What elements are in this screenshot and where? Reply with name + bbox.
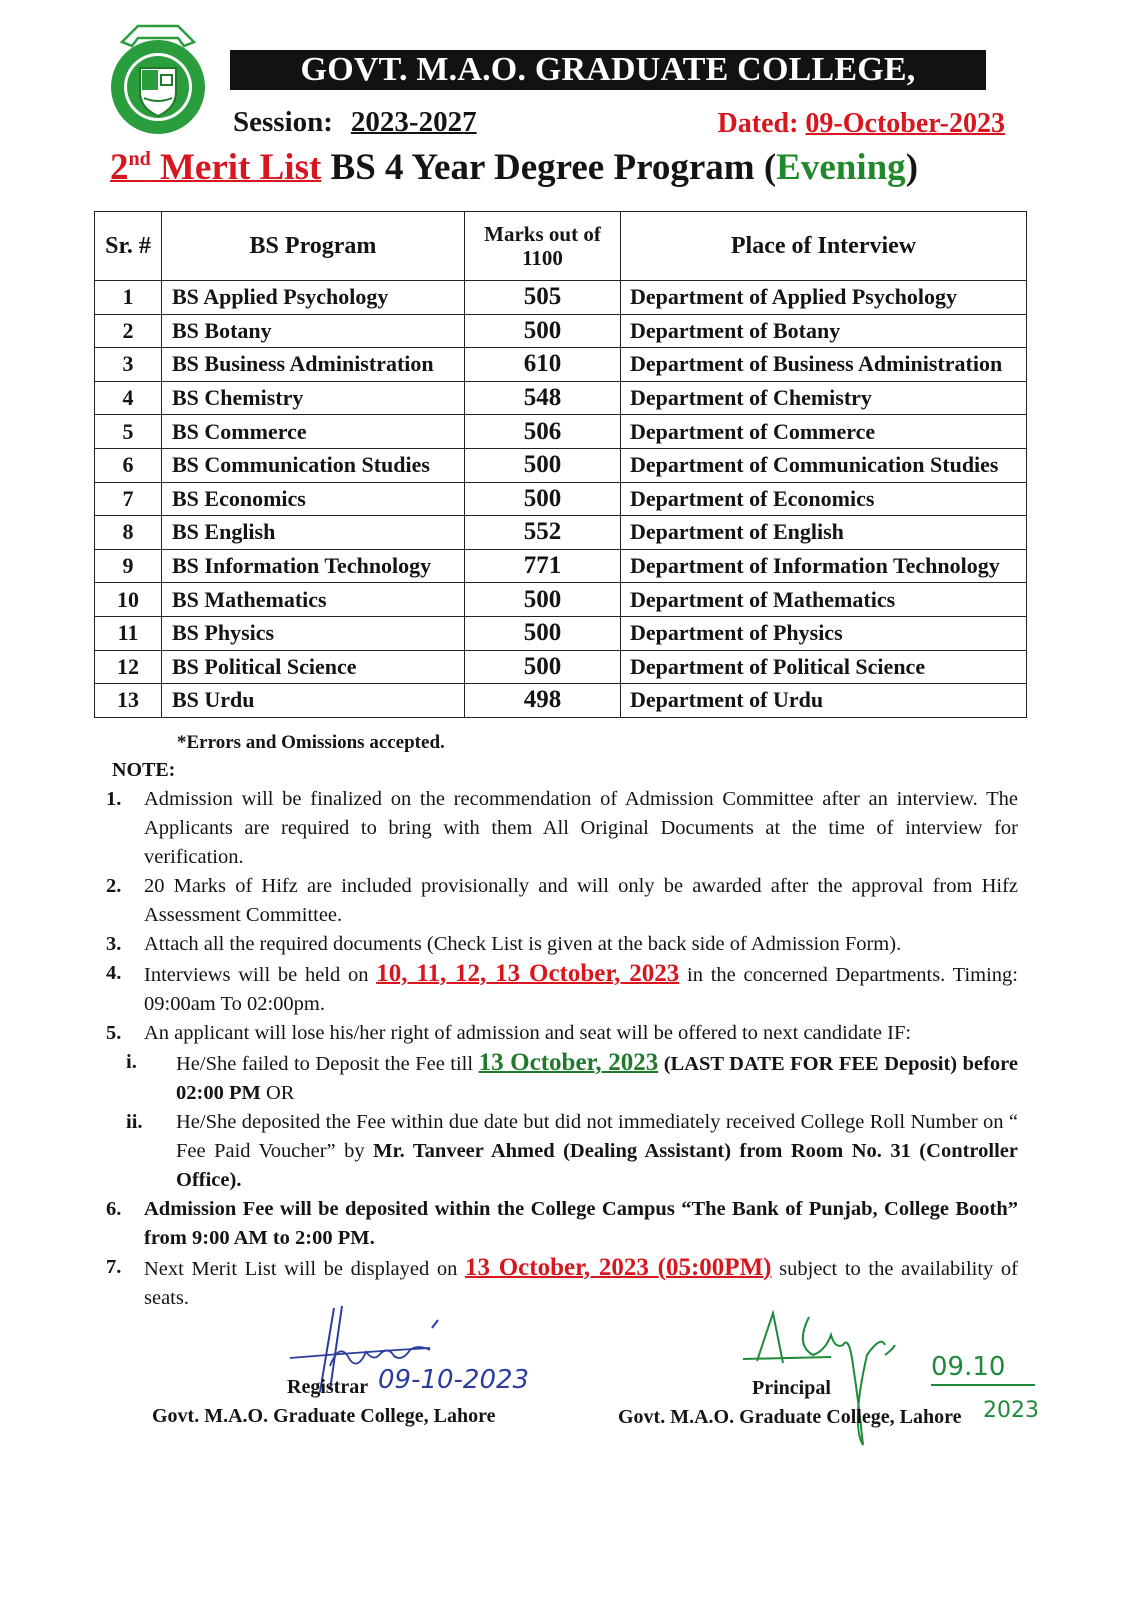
- sr-cell: 11: [95, 616, 162, 650]
- program-cell: BS English: [162, 516, 465, 550]
- dated-value: 09-October-2023: [805, 108, 1005, 139]
- note-5-i: i. He/She failed to Deposit the Fee till 13 October, 2023 (LAST DATE FOR FEE Deposit) before 02:00 PM OR: [126, 1049, 1018, 1104]
- session-info: [233, 106, 477, 139]
- col-marks: Marks out of 1100: [465, 212, 621, 281]
- program-cell: BS Information Technology: [162, 549, 465, 583]
- session-label: Session:: [233, 106, 333, 138]
- table-row: [95, 516, 1027, 550]
- place-cell: Department of English: [621, 516, 1027, 550]
- marks-cell: 498: [465, 684, 621, 718]
- table-row: [95, 381, 1027, 415]
- interview-dates: 10, 11, 12, 13 October, 2023: [376, 960, 680, 987]
- table-header-row: [95, 212, 1027, 281]
- page-title: 2nd Merit List BS 4 Year Degree Program (Evening): [110, 147, 919, 188]
- place-cell: Department of Economics: [621, 482, 1027, 516]
- place-cell: Department of Physics: [621, 616, 1027, 650]
- marks-cell: 500: [465, 650, 621, 684]
- marks-cell: 500: [465, 482, 621, 516]
- place-cell: Department of Communication Studies: [621, 448, 1027, 482]
- program-cell: BS Urdu: [162, 684, 465, 718]
- sr-cell: 3: [95, 348, 162, 382]
- note-6: 6. Admission Fee will be deposited within the College Campus “The Bank of Punjab, College Booth” from 9:00 AM to 2:00 PM.: [106, 1198, 1018, 1249]
- svg-text:09.10: 09.10: [931, 1352, 1006, 1382]
- place-cell: Department of Political Science: [621, 650, 1027, 684]
- table-row: [95, 684, 1027, 718]
- place-cell: Department of Information Technology: [621, 549, 1027, 583]
- marks-cell: 610: [465, 348, 621, 382]
- note-5-ii: ii. He/She deposited the Fee within due date but did not immediately received College Roll Number on “ Fee Paid Voucher” by Mr. Tanveer Ahmed (Dealing Assistant) from Room No. 31 (Controller Office).: [126, 1111, 1018, 1191]
- place-cell: Department of Urdu: [621, 684, 1027, 718]
- program-cell: BS Mathematics: [162, 583, 465, 617]
- place-cell: Department of Mathematics: [621, 583, 1027, 617]
- note-3: 3. Attach all the required documents (Check List is given at the back side of Admission Form).: [106, 933, 902, 955]
- program-cell: BS Physics: [162, 616, 465, 650]
- sr-cell: 6: [95, 448, 162, 482]
- place-cell: Department of Chemistry: [621, 381, 1027, 415]
- program-cell: BS Commerce: [162, 415, 465, 449]
- note-1: 1. Admission will be finalized on the recommendation of Admission Committee after an interview. The Applicants are required to bring with them All Original Documents at the time of interview for verification.: [106, 788, 1018, 868]
- table-row: [95, 314, 1027, 348]
- table-row: [95, 549, 1027, 583]
- principal-label: Principal: [752, 1377, 831, 1399]
- note-5: 5. An applicant will lose his/her right of admission and seat will be offered to next candidate IF:: [106, 1022, 912, 1044]
- program-title: BS 4 Year Degree Program (: [330, 147, 777, 188]
- col-sr: Sr. #: [95, 212, 162, 281]
- program-cell: BS Economics: [162, 482, 465, 516]
- table-row: [95, 482, 1027, 516]
- table-row: [95, 415, 1027, 449]
- place-cell: Department of Business Administration: [621, 348, 1027, 382]
- sr-cell: 13: [95, 684, 162, 718]
- shift-label: Evening: [776, 147, 906, 188]
- program-cell: BS Botany: [162, 314, 465, 348]
- college-crest-icon: [108, 12, 208, 137]
- program-cell: BS Chemistry: [162, 381, 465, 415]
- table-row: [95, 616, 1027, 650]
- note-4: 4. Interviews will be held on 10, 11, 12, 13 October, 2023 in the concerned Departments. Timing: 09:00am To 02:00pm.: [106, 960, 1018, 1015]
- sr-cell: 4: [95, 381, 162, 415]
- svg-text:09-10-2023: 09-10-2023: [378, 1365, 530, 1395]
- marks-cell: 771: [465, 549, 621, 583]
- program-cell: BS Political Science: [162, 650, 465, 684]
- errors-footnote: *Errors and Omissions accepted.: [177, 732, 445, 753]
- table-row: [95, 281, 1027, 315]
- sr-cell: 5: [95, 415, 162, 449]
- place-cell: Department of Commerce: [621, 415, 1027, 449]
- svg-text:2023: 2023: [983, 1398, 1039, 1423]
- college-name-banner: GOVT. M.A.O. GRADUATE COLLEGE, LAHORE: [230, 50, 986, 90]
- marks-cell: 552: [465, 516, 621, 550]
- merit-table: [94, 211, 1027, 718]
- merit-list-ordinal: 2nd Merit List: [110, 147, 322, 188]
- marks-cell: 505: [465, 281, 621, 315]
- marks-cell: 506: [465, 415, 621, 449]
- sr-cell: 2: [95, 314, 162, 348]
- table-row: [95, 583, 1027, 617]
- table-row: [95, 348, 1027, 382]
- registrar-college: Govt. M.A.O. Graduate College, Lahore: [152, 1405, 496, 1427]
- sr-cell: 10: [95, 583, 162, 617]
- sr-cell: 12: [95, 650, 162, 684]
- program-cell: BS Business Administration: [162, 348, 465, 382]
- marks-cell: 500: [465, 616, 621, 650]
- marks-cell: 548: [465, 381, 621, 415]
- program-cell: BS Communication Studies: [162, 448, 465, 482]
- marks-cell: 500: [465, 314, 621, 348]
- notes-heading: NOTE:: [112, 759, 176, 781]
- session-value: 2023-2027: [350, 106, 477, 138]
- dated-label: Dated:: [717, 108, 799, 139]
- marks-cell: 500: [465, 583, 621, 617]
- program-cell: BS Applied Psychology: [162, 281, 465, 315]
- col-place: Place of Interview: [621, 212, 1027, 281]
- table-row: [95, 650, 1027, 684]
- registrar-label: Registrar: [287, 1376, 369, 1398]
- fee-last-date: 13 October, 2023: [478, 1049, 659, 1076]
- col-program: BS Program: [162, 212, 465, 281]
- table-row: [95, 448, 1027, 482]
- principal-college: Govt. M.A.O. Graduate College, Lahore: [618, 1406, 962, 1428]
- note-7: 7. Next Merit List will be displayed on 13 October, 2023 (05:00PM) subject to the availability of seats.: [106, 1254, 1019, 1309]
- next-merit-date: 13 October, 2023 (05:00PM): [464, 1254, 772, 1281]
- sr-cell: 8: [95, 516, 162, 550]
- place-cell: Department of Botany: [621, 314, 1027, 348]
- note-2: 2. 20 Marks of Hifz are included provisionally and will only be awarded after the approval from Hifz Assessment Committee.: [106, 875, 1018, 926]
- marks-cell: 500: [465, 448, 621, 482]
- place-cell: Department of Applied Psychology: [621, 281, 1027, 315]
- dated-info: [718, 108, 1005, 140]
- sr-cell: 7: [95, 482, 162, 516]
- sr-cell: 1: [95, 281, 162, 315]
- sr-cell: 9: [95, 549, 162, 583]
- notes-list: [104, 785, 1018, 1313]
